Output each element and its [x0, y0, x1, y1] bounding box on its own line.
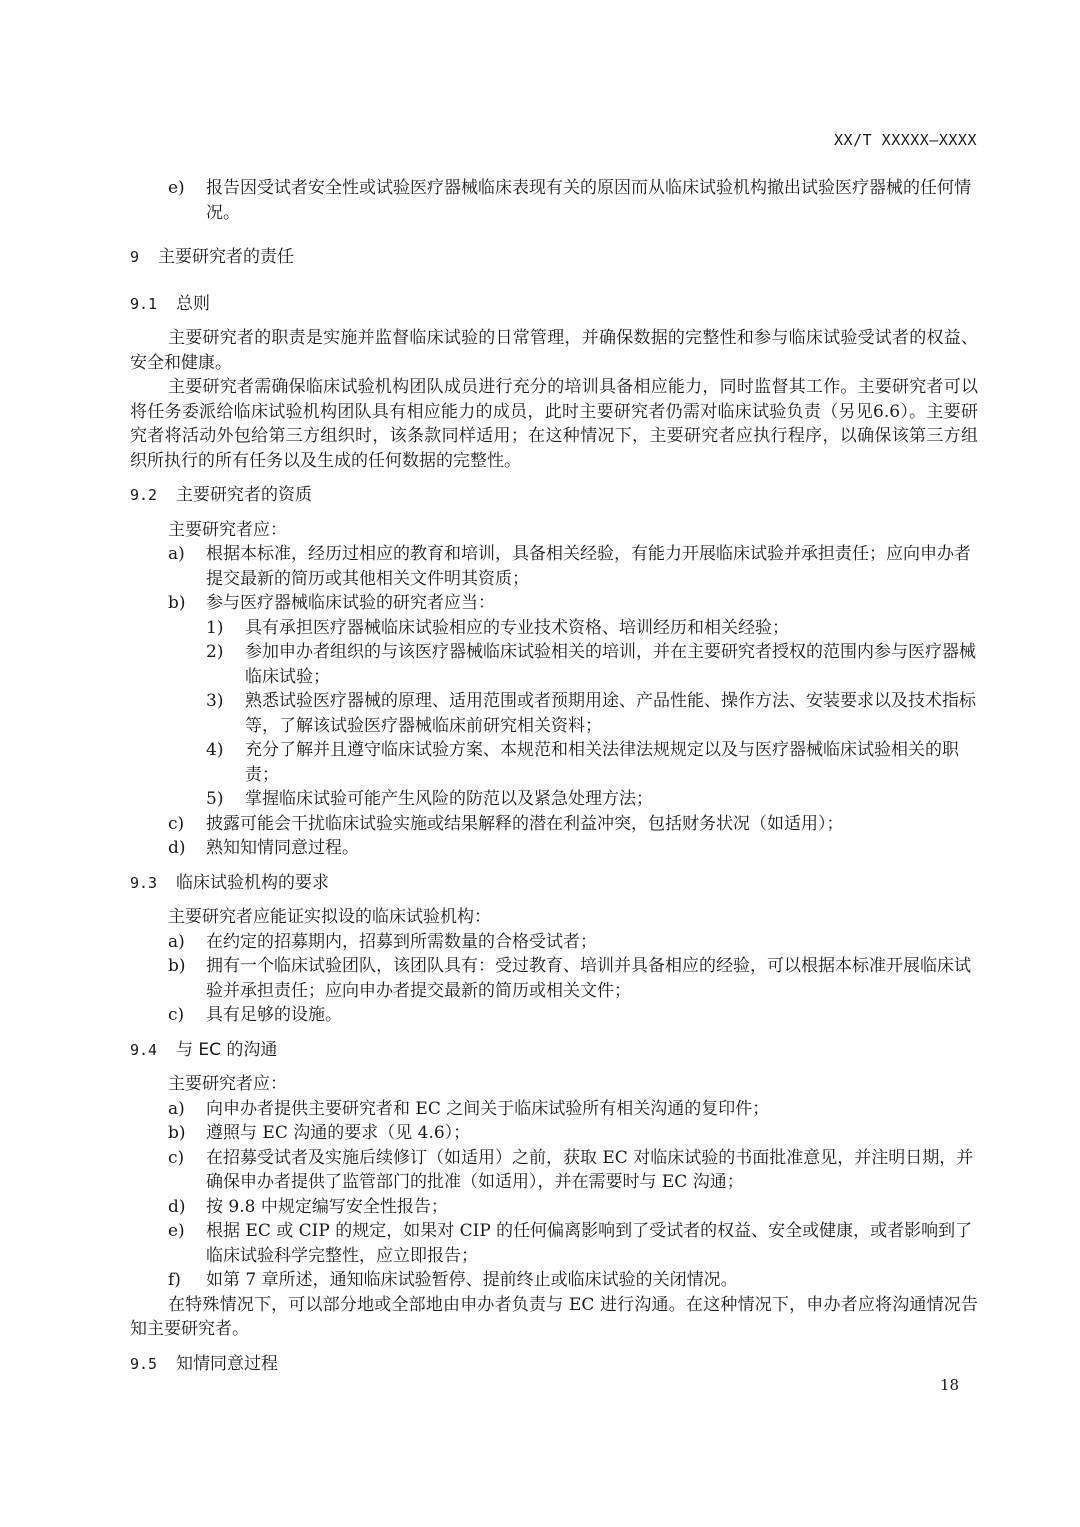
list-text: 掌握临床试验可能产生风险的防范以及紧急处理方法； — [245, 789, 653, 809]
list-text: 根据本标准，经历过相应的教育和培训，具备相关经验，有能力开展临床试验并承担责任；应向申办者提交最新的简历或其他相关文件明其资质； — [206, 544, 971, 589]
section-number: 9.5 — [130, 1354, 158, 1373]
sub-list-item — [130, 640, 978, 689]
list-marker: 4) — [206, 740, 224, 760]
section-title: 知情同意过程 — [176, 1353, 278, 1374]
section-intro: 主要研究者应能证实拟设的临床试验机构： — [168, 907, 491, 927]
list-item — [130, 812, 978, 837]
list-item — [130, 176, 978, 225]
list-item — [130, 954, 978, 1003]
list-item — [130, 930, 978, 955]
list-marker: c) — [168, 813, 185, 834]
list-text: 拥有一个临床试验团队，该团队具有：受过教育、培训并具备相应的经验，可以根据本标准开展临床试验并承担责任；应向申办者提交最新的简历或相关文件； — [206, 956, 971, 1001]
list-marker: 5) — [206, 789, 224, 809]
list-item — [130, 1146, 978, 1195]
list-item — [130, 1195, 978, 1220]
list-marker: c) — [168, 1147, 185, 1168]
list-marker: e) — [168, 178, 185, 198]
list-marker: d) — [168, 838, 186, 858]
list-marker: 3) — [206, 691, 224, 711]
paragraph: 主要研究者需确保临床试验机构团队成员进行充分的培训具备相应能力，同时监督其工作。主要研究者可以将任务委派给临床试验机构团队具有相应能力的成员，此时主要研究者仍需对临床试验负责（另见6.6）。主要研究者将活动外包给第三方组织时，该条款同样适用；在这种情况下，主要研究者应执行程序，以确保该第三方组织所执行的所有任务以及生成的任何数据的完整性。 — [130, 377, 978, 471]
list-marker: d) — [168, 1196, 186, 1217]
section-title: 与 EC 的沟通 — [176, 1039, 278, 1060]
section-number: 9.1 — [130, 294, 158, 313]
list-text: 具有足够的设施。 — [206, 1005, 342, 1025]
list-marker: b) — [168, 593, 186, 613]
paragraph: 在特殊情况下，可以部分地或全部地由申办者负责与 EC 进行沟通。在这种情况下，申办者应将沟通情况告知主要研究者。 — [130, 1294, 978, 1339]
list-marker: b) — [168, 1123, 186, 1143]
section-heading-9-1 — [130, 292, 978, 317]
section-intro: 主要研究者应： — [168, 1074, 287, 1094]
list-item — [130, 591, 978, 616]
list-text: 熟悉试验医疗器械的原理、适用范围或者预期用途、产品性能、操作方法、安装要求以及技术指标等，了解该试验医疗器械临床前研究相关资料； — [245, 691, 976, 736]
list-text: 披露可能会干扰临床试验实施或结果解释的潜在利益冲突，包括财务状况（如适用）； — [206, 813, 844, 834]
section-heading-9 — [130, 245, 978, 270]
page-number: 18 — [940, 1376, 960, 1394]
list-text: 参加申办者组织的与该医疗器械临床试验相关的培训，并在主要研究者授权的范围内参与医疗器械临床试验； — [245, 642, 976, 687]
list-marker: b) — [168, 956, 186, 976]
list-text: 充分了解并且遵守临床试验方案、本规范和相关法律法规规定以及与医疗器械临床试验相关的职责； — [245, 740, 959, 785]
section-number: 9.3 — [130, 873, 158, 892]
list-text: 熟知知情同意过程。 — [206, 838, 359, 858]
list-marker: c) — [168, 1005, 185, 1025]
section-heading-9-4 — [130, 1038, 978, 1063]
list-text: 按 9.8 中规定编写安全性报告； — [206, 1196, 448, 1217]
list-item — [130, 1219, 978, 1268]
list-marker: a) — [168, 1098, 185, 1119]
page-content — [130, 176, 978, 1386]
list-text: 报告因受试者安全性或试验医疗器械临床表现有关的原因而从临床试验机构撤出试验医疗器械的任何情况。 — [206, 178, 971, 223]
section-number: 9.2 — [130, 486, 158, 504]
section-heading-9-5 — [130, 1352, 978, 1377]
section-title: 主要研究者的责任 — [158, 247, 294, 267]
list-item — [130, 542, 978, 591]
list-marker: a) — [168, 544, 185, 564]
sub-list-item — [130, 689, 978, 738]
section-heading-9-2 — [130, 483, 978, 508]
list-item — [130, 836, 978, 861]
document-code: XX/T XXXXX—XXXX — [834, 131, 977, 149]
list-text: 具有承担医疗器械临床试验相应的专业技术资格、培训经历和相关经验； — [245, 617, 789, 638]
list-text: 向申办者提供主要研究者和 EC 之间关于临床试验所有相关沟通的复印件； — [206, 1098, 770, 1119]
sub-list-item — [130, 616, 978, 641]
list-marker: 1) — [206, 617, 224, 638]
list-text: 在约定的招募期内，招募到所需数量的合格受试者； — [206, 931, 597, 952]
list-item — [130, 1121, 978, 1146]
list-marker: e) — [168, 1221, 185, 1241]
list-text: 根据 EC 或 CIP 的规定，如果对 CIP 的任何偏离影响到了受试者的权益、安全或健康，或者影响到了临床试验科学完整性，应立即报告； — [206, 1221, 973, 1266]
list-text: 如第 7 章所述，通知临床试验暂停、提前终止或临床试验的关闭情况。 — [206, 1270, 738, 1290]
sub-list-item — [130, 738, 978, 787]
list-item — [130, 1268, 978, 1293]
list-marker: f) — [168, 1270, 181, 1290]
section-title: 临床试验机构的要求 — [176, 872, 329, 893]
list-text: 遵照与 EC 沟通的要求（见 4.6）； — [206, 1123, 471, 1143]
section-title: 总则 — [176, 293, 210, 314]
section-heading-9-3 — [130, 871, 978, 896]
section-intro: 主要研究者应： — [168, 519, 287, 540]
list-marker: a) — [168, 931, 185, 952]
list-marker: 2) — [206, 642, 224, 662]
list-text: 参与医疗器械临床试验的研究者应当： — [206, 593, 495, 613]
section-number: 9 — [130, 248, 140, 266]
section-title: 主要研究者的资质 — [176, 485, 312, 505]
list-item — [130, 1097, 978, 1122]
paragraph: 主要研究者的职责是实施并监督临床试验的日常管理，并确保数据的完整性和参与临床试验受试者的权益、安全和健康。 — [130, 328, 978, 373]
list-item — [130, 1003, 978, 1028]
sub-list-item — [130, 787, 978, 812]
section-number: 9.4 — [130, 1040, 158, 1059]
list-text: 在招募受试者及实施后续修订（如适用）之前，获取 EC 对临床试验的书面批准意见，并注明日期，并确保申办者提供了监管部门的批准（如适用），并在需要时与 EC 沟通； — [206, 1147, 974, 1192]
